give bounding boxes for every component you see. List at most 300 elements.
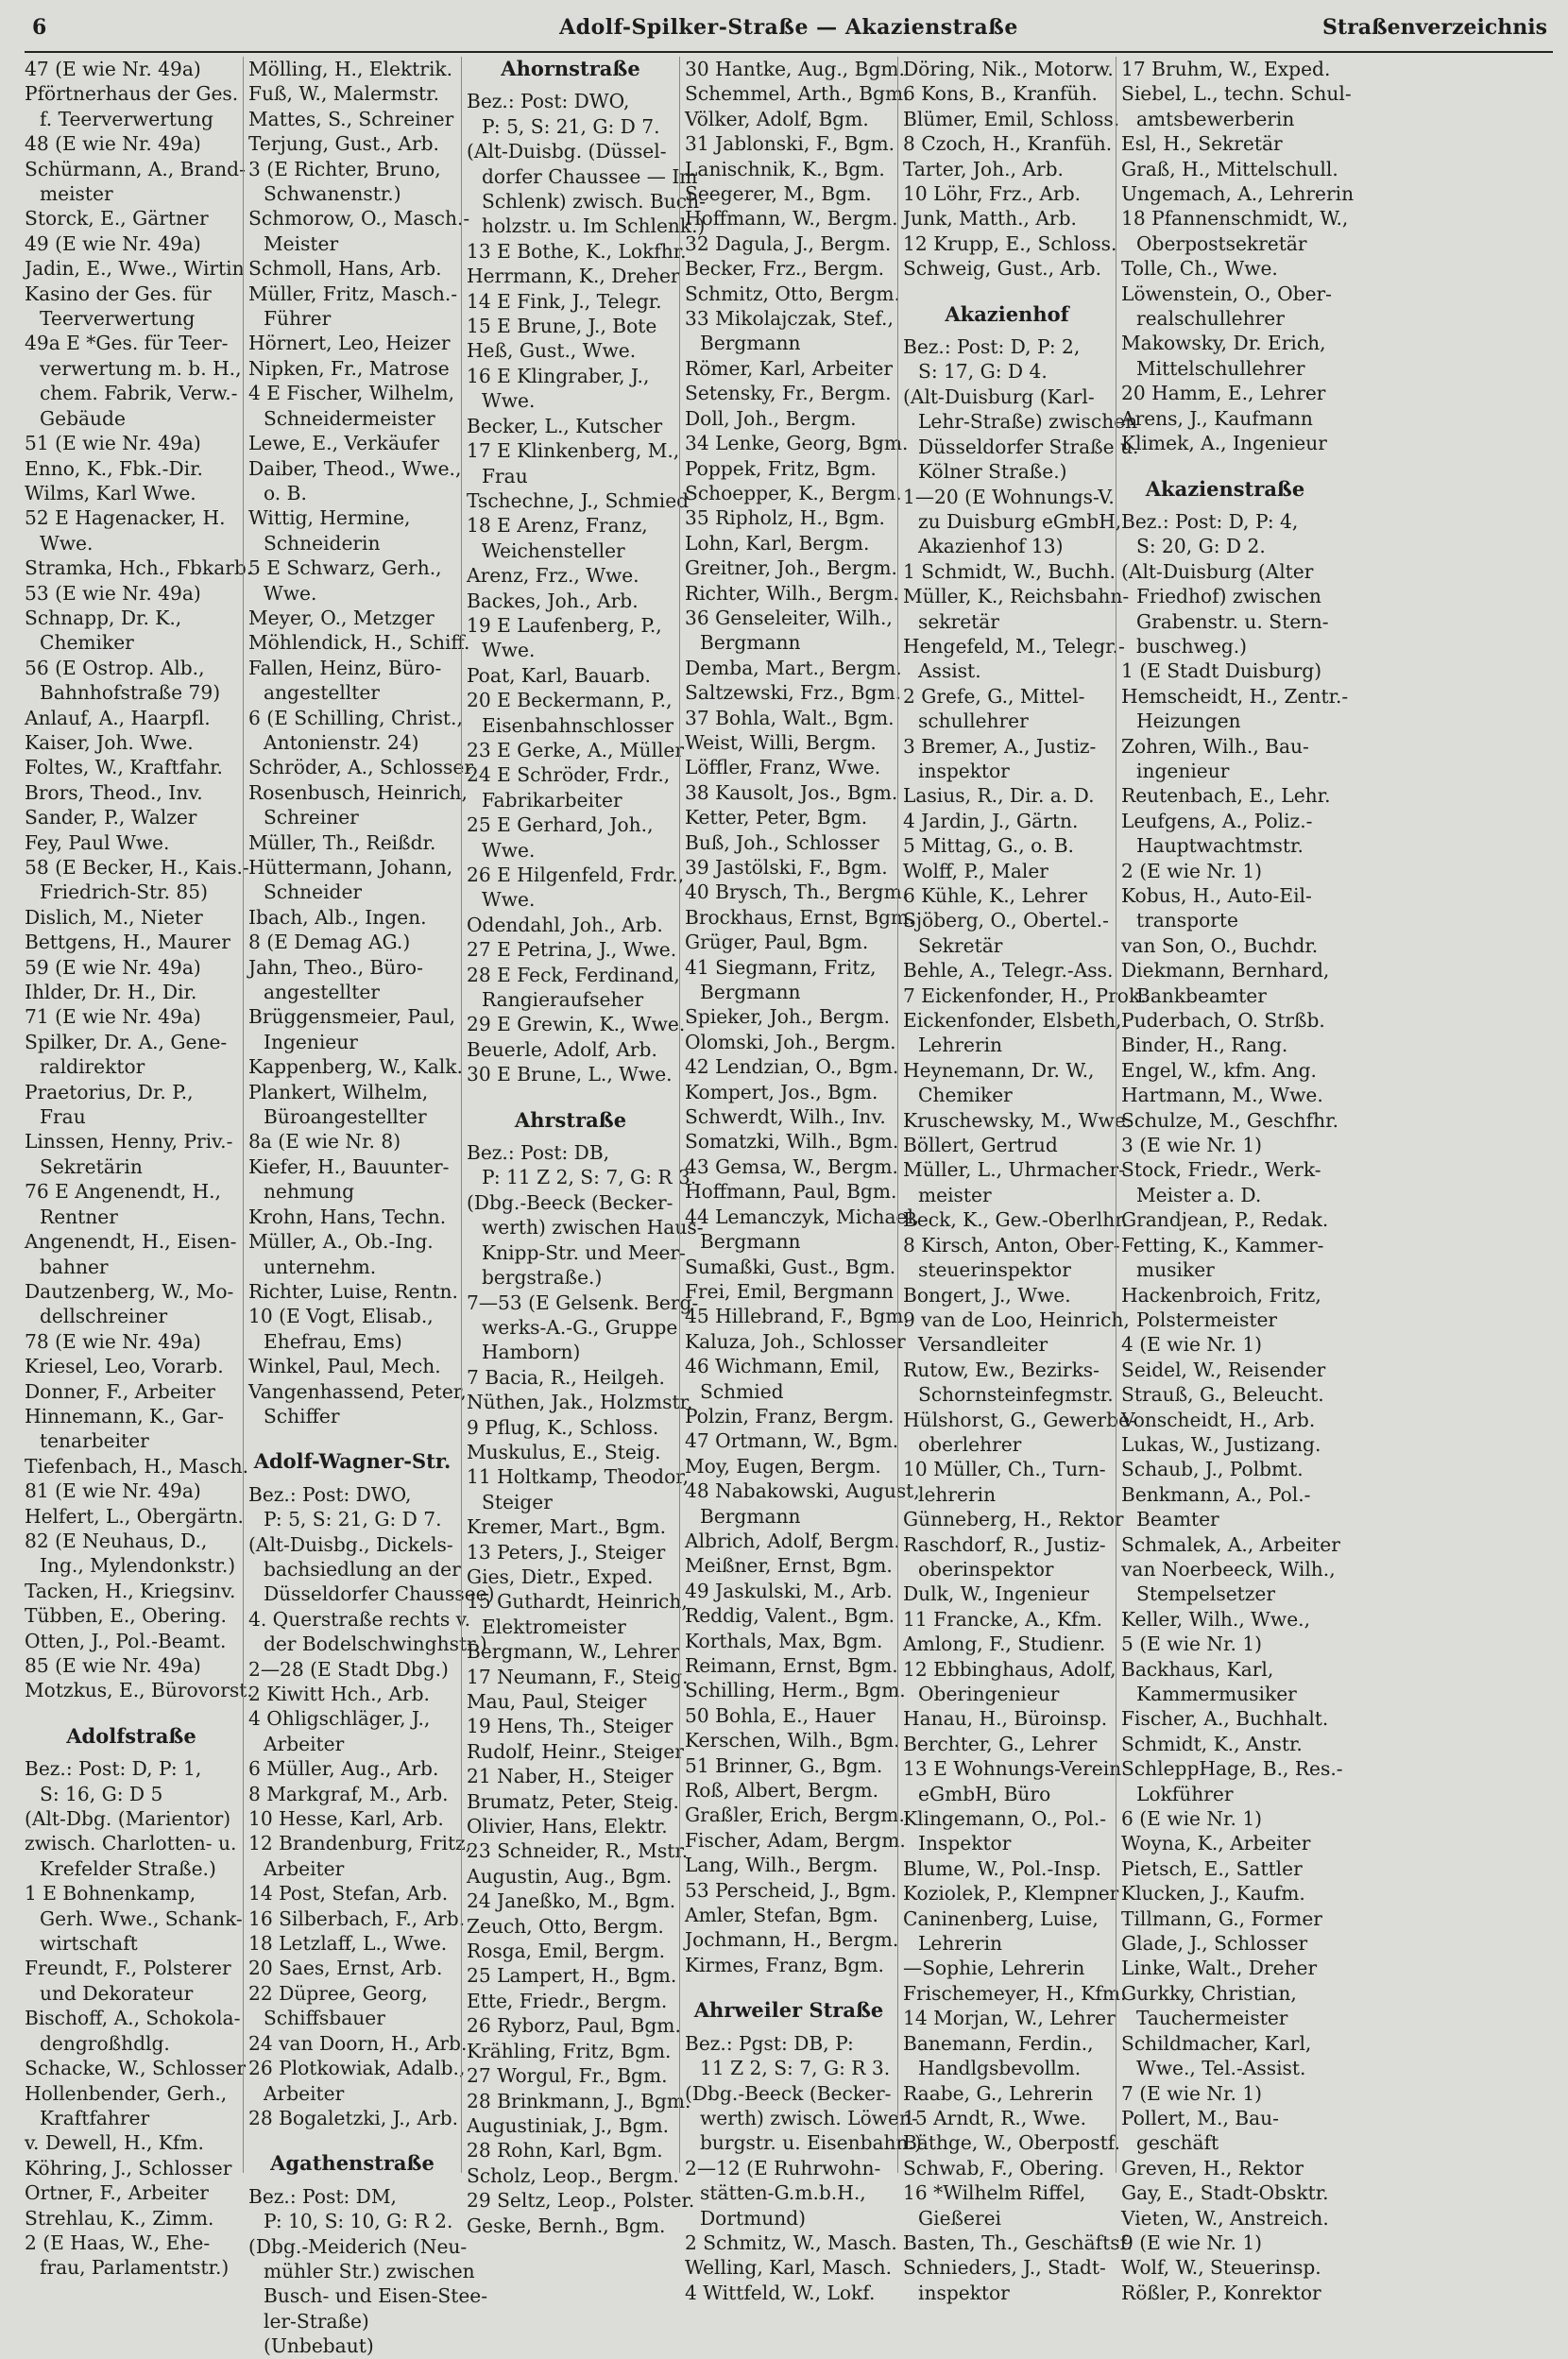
directory-line: 21 Naber, H., Steiger [467, 1765, 673, 1788]
directory-line: 6 Müller, Aug., Arb. [248, 1757, 439, 1781]
running-title: Adolf-Spilker-Straße — Akazienstraße [559, 15, 1018, 40]
directory-line: 18 Letzlaff, L., Wwe. [248, 1932, 448, 1956]
directory-line: Spilker, Dr. A., Gene- [25, 1030, 228, 1053]
directory-line: Hoffmann, W., Bergm. [685, 207, 898, 231]
directory-line: Raabe, G., Lehrerin [903, 2081, 1094, 2105]
directory-line: 51 (E wie Nr. 49a) [25, 432, 201, 455]
directory-line: Hemscheidt, H., Zentr.- [1121, 684, 1349, 708]
street-heading: Akazienstraße [1145, 476, 1305, 501]
directory-line: Dautzenberg, W., Mo- [25, 1279, 234, 1303]
directory-line: 7 (E wie Nr. 1) [1121, 2081, 1263, 2105]
directory-line: Kompert, Jos., Bgm. [685, 1080, 878, 1103]
directory-line: 14 E Fink, J., Telegr. [467, 289, 662, 313]
directory-line: ingenieur [1136, 759, 1230, 782]
directory-line: Kirmes, Franz, Bgm. [685, 1953, 884, 1976]
directory-line: 1 Schmidt, W., Buchh. [903, 559, 1116, 583]
directory-line: 85 (E wie Nr. 49a) [25, 1654, 201, 1677]
directory-line: Beamter [1136, 1508, 1219, 1531]
directory-line: Wwe. [482, 389, 536, 413]
street-heading: Ahrweiler Straße [693, 1998, 884, 2023]
directory-line: Pollert, M., Bau- [1121, 2106, 1279, 2129]
directory-line: Schmorow, O., Masch.- [248, 207, 470, 231]
directory-line: Bez.: Post: D, P: 1, [25, 1757, 202, 1781]
directory-line: Weichensteller [482, 538, 625, 562]
directory-line: Binder, H., Rang. [1121, 1034, 1288, 1057]
directory-line: Heizungen [1136, 709, 1241, 733]
directory-line: Friedrich-Str. 85) [40, 880, 208, 904]
directory-line: Esl, H., Sekretär [1121, 132, 1283, 156]
directory-line: inspektor [918, 759, 1010, 782]
directory-line: 47 Ortmann, W., Bgm. [685, 1429, 899, 1453]
directory-line: amtsbewerberin [1136, 107, 1295, 130]
directory-line: Demba, Mart., Bergm. [685, 656, 902, 679]
directory-line: 28 Bogaletzki, J., Arb. [248, 2106, 459, 2129]
directory-line: Grandjean, P., Redak. [1121, 1208, 1329, 1232]
directory-line: Ehefrau, Ems) [264, 1329, 402, 1353]
directory-line: Lasius, R., Dir. a. D. [903, 784, 1095, 808]
directory-line: 16 E Klingraber, J., [467, 364, 650, 387]
directory-line: 36 Genseleiter, Wilh., [685, 606, 893, 629]
directory-line: Völker, Adolf, Bgm. [685, 107, 869, 130]
directory-line: Odendahl, Joh., Arb. [467, 913, 663, 936]
directory-line: Frau [482, 464, 528, 487]
directory-line: Ihlder, Dr. H., Dir. [25, 981, 197, 1004]
directory-line: Bez.: Post: DM, [248, 2184, 397, 2208]
column-6 [1116, 57, 1355, 2304]
directory-line: Hüttermann, Johann, [248, 856, 453, 879]
directory-line: S: 17, G: D 4. [918, 360, 1048, 384]
directory-line: Richter, Luise, Rentn. [248, 1279, 458, 1303]
directory-line: oberinspektor [918, 1557, 1054, 1581]
directory-line: Elektromeister [482, 1615, 626, 1638]
directory-line: Raschdorf, R., Justiz- [903, 1532, 1106, 1556]
directory-line: Krähling, Fritz, Bgm. [467, 2039, 672, 2062]
directory-line: Meyer, O., Metzger [248, 606, 435, 629]
directory-line: 28 Brinkmann, J., Bgm. [467, 2089, 691, 2112]
directory-line: und Dekorateur [40, 1981, 194, 2005]
directory-line: Düsseldorfer Straße u. [918, 435, 1139, 458]
directory-line: Benkmann, A., Pol.- [1121, 1482, 1311, 1506]
directory-line: mühler Str.) zwischen [264, 2259, 475, 2282]
directory-line: Schulze, M., Geschfhr. [1121, 1108, 1338, 1132]
directory-line: dellschreiner [40, 1305, 168, 1328]
directory-line: 18 Pfannenschmidt, W., [1121, 207, 1349, 231]
directory-line: Lukas, W., Justizang. [1121, 1432, 1321, 1456]
directory-line: Woyna, K., Arbeiter [1121, 1832, 1311, 1855]
directory-line: Mattes, S., Schreiner [248, 107, 454, 130]
directory-line: 6 (E Schilling, Christ., [248, 706, 463, 729]
directory-line: Nipken, Fr., Matrose [248, 356, 450, 380]
directory-line: Dislich, M., Nieter [25, 905, 203, 929]
column-5 [897, 57, 1147, 2304]
directory-line: Stempelsetzer [1136, 1582, 1276, 1606]
directory-line: Schmied [700, 1379, 784, 1403]
directory-line: 31 Jablonski, F., Bgm. [685, 132, 895, 156]
directory-line: 27 Worgul, Fr., Bgm. [467, 2064, 668, 2088]
directory-line: P: 10, S: 10, G: R 2. [264, 2210, 453, 2233]
directory-line: Schreiner [264, 806, 359, 829]
directory-line: Weist, Willi, Bergm. [685, 730, 877, 754]
directory-line: raldirektor [40, 1055, 145, 1079]
directory-line: 49a E *Ges. für Teer- [25, 332, 229, 355]
directory-line: Stock, Friedr., Werk- [1121, 1158, 1321, 1182]
directory-line: Buß, Joh., Schlosser [685, 830, 879, 854]
directory-line: bahner [40, 1255, 109, 1278]
directory-line: Sekretär [918, 933, 1003, 957]
directory-line: 10 Müller, Ch., Turn- [903, 1458, 1106, 1481]
directory-line: Reddig, Valent., Bgm. [685, 1604, 895, 1628]
directory-line: 78 (E wie Nr. 49a) [25, 1329, 201, 1353]
directory-line: Geske, Bernh., Bgm. [467, 2214, 666, 2237]
directory-line: 2 Schmitz, W., Masch. [685, 2231, 897, 2254]
directory-line: Fey, Paul Wwe. [25, 830, 170, 854]
directory-line: Oberingenieur [918, 1683, 1060, 1705]
directory-line: werth) zwisch. Löwen- [700, 2106, 918, 2129]
directory-line: Müller, Fritz, Masch.- [248, 282, 458, 305]
directory-line: Pförtnerhaus der Ges. [25, 82, 239, 106]
directory-line: 7 Eickenfonder, H., Prok. [903, 983, 1147, 1007]
directory-line: Greven, H., Rektor [1121, 2156, 1304, 2180]
directory-line: Tiefenbach, H., Masch. [25, 1454, 249, 1478]
directory-line: Bischoff, A., Schokola- [25, 2007, 241, 2030]
directory-line: Linke, Walt., Dreher [1121, 1957, 1318, 1980]
directory-line: Assist. [918, 659, 981, 683]
street-heading: Adolf-Wagner-Str. [253, 1449, 452, 1474]
directory-line: Gurkky, Christian, [1121, 1981, 1297, 2005]
directory-line: Krohn, Hans, Techn. [248, 1205, 447, 1228]
directory-line: 12 Brandenburg, Fritz, [248, 1832, 472, 1855]
directory-line: Vieten, W., Anstreich. [1121, 2206, 1329, 2230]
directory-line: 27 E Petrina, J., Wwe. [467, 938, 677, 962]
directory-line: 7 Bacia, R., Heilgeh. [467, 1365, 665, 1389]
directory-line: 12 Krupp, E., Schloss. [903, 231, 1117, 255]
directory-line: Rößler, P., Konrektor [1121, 2281, 1321, 2304]
directory-line: Doll, Joh., Bergm. [685, 406, 857, 430]
directory-line: (Alt-Dbg. (Marientor) [25, 1807, 231, 1831]
directory-line: Storck, E., Gärtner [25, 207, 209, 231]
directory-line: 4 Ohligschläger, J., [248, 1707, 431, 1731]
directory-line: Krefelder Straße.) [40, 1856, 216, 1880]
directory-line: 45 Hillebrand, F., Bgm. [685, 1305, 910, 1328]
column-3 [461, 57, 706, 2237]
directory-line: 2 Kiwitt Hch., Arb. [248, 1683, 430, 1705]
directory-line: Brockhaus, Ernst, Bgm. [685, 905, 915, 929]
directory-line: Graßler, Erich, Bergm. [685, 1803, 905, 1827]
directory-line: Blümer, Emil, Schloss. [903, 107, 1120, 130]
directory-line: 17 E Klinkenberg, M., [467, 439, 680, 463]
directory-line: (Unbebaut) [264, 2334, 374, 2358]
directory-line: 25 Lampert, H., Bgm. [467, 1964, 677, 1988]
directory-line: Schoepper, K., Bergm. [685, 481, 902, 504]
directory-line: Kraftfahrer [40, 2106, 150, 2129]
directory-line: Schiffsbauer [264, 2007, 385, 2030]
directory-line: Hamborn) [482, 1341, 581, 1364]
directory-line: 2—12 (E Ruhrwohn- [685, 2156, 881, 2180]
directory-line: 50 Bohla, E., Hauer [685, 1703, 876, 1727]
directory-line: angestellter [264, 681, 380, 705]
directory-line: 30 E Brune, L., Wwe. [467, 1063, 673, 1086]
directory-line: Düsseldorfer Chaussee) [264, 1582, 495, 1606]
directory-line: Schwab, F., Obering. [903, 2156, 1105, 2180]
directory-line: Moy, Eugen, Bergm. [685, 1454, 881, 1478]
directory-line: 38 Kausolt, Jos., Bgm. [685, 780, 898, 804]
directory-line: Fischer, A., Buchhalt. [1121, 1707, 1329, 1731]
directory-line: bachsiedlung an der [264, 1557, 461, 1581]
directory-line: (Alt-Duisburg (Karl- [903, 385, 1095, 408]
directory-line: 4 Wittfeld, W., Lokf. [685, 2281, 876, 2304]
directory-line: Büroangestellter [264, 1105, 427, 1129]
directory-line: Ortner, F., Arbeiter [25, 2181, 209, 2205]
directory-line: Terjung, Gust., Arb. [248, 132, 439, 156]
directory-line: Tillmann, G., Former [1121, 1906, 1322, 1930]
directory-line: Müller, L., Uhrmacher- [903, 1158, 1126, 1182]
directory-line: 26 E Hilgenfeld, Frdr., [467, 863, 685, 886]
directory-line: Wwe. [482, 838, 536, 862]
directory-line: Stramka, Hch., Fbkarb. [25, 556, 253, 580]
directory-line: 3 (E Richter, Bruno, [248, 157, 441, 180]
directory-line: Becker, L., Kutscher [467, 414, 663, 437]
directory-line: —Sophie, Lehrerin [903, 1957, 1085, 1980]
directory-line: 24 van Doorn, H., Arb. [248, 2031, 468, 2055]
directory-line: Seidel, W., Reisender [1121, 1358, 1326, 1381]
directory-line: meister [40, 182, 113, 206]
directory-line: 12 Ebbinghaus, Adolf, [903, 1657, 1116, 1681]
directory-line: angestellter [264, 981, 380, 1004]
directory-line: 20 Saes, Ernst, Arb. [248, 1957, 443, 1980]
directory-line: Steiger [482, 1490, 553, 1513]
directory-line: Plankert, Wilhelm, [248, 1080, 429, 1103]
directory-line: musiker [1136, 1258, 1215, 1282]
directory-line: 53 Perscheid, J., Bgm. [685, 1878, 897, 1902]
directory-line: Schröder, A., Schlosser [248, 756, 473, 779]
directory-line: Günneberg, H., Rektor [903, 1508, 1124, 1531]
directory-line: 7—53 (E Gelsenk. Berg- [467, 1291, 699, 1314]
directory-line: P: 5, S: 21, G: D 7. [264, 1508, 442, 1531]
directory-line: Frischemeyer, H., Kfm. [903, 1981, 1127, 2005]
directory-line: dengroßhdlg. [40, 2031, 170, 2055]
directory-line: 25 E Gerhard, Joh., [467, 813, 654, 837]
directory-line: chem. Fabrik, Verw.- [40, 382, 238, 405]
directory-line: Greitner, Joh., Bergm. [685, 556, 897, 580]
directory-line: Wolff, P., Maler [903, 859, 1048, 882]
directory-line: Basten, Th., Geschäftsf. [903, 2231, 1133, 2254]
directory-line: 8 (E Demag AG.) [248, 931, 411, 954]
directory-line: Handlgsbevollm. [918, 2057, 1082, 2080]
directory-line: Schmalek, A., Arbeiter [1121, 1532, 1340, 1556]
directory-line: 20 Hamm, E., Lehrer [1121, 382, 1326, 405]
directory-line: 13 Peters, J., Steiger [467, 1540, 666, 1564]
directory-line: Kerschen, Wilh., Bgm. [685, 1729, 900, 1752]
directory-line: werth) zwischen Haus- [482, 1216, 704, 1239]
directory-line: Rosga, Emil, Bergm. [467, 1940, 666, 1963]
directory-line: 18 E Arenz, Franz, [467, 514, 648, 538]
directory-line: 9 (E wie Nr. 1) [1121, 2231, 1263, 2254]
directory-line: Meißner, Ernst, Bgm. [685, 1554, 893, 1578]
directory-line: Spieker, Joh., Bergm. [685, 1005, 891, 1029]
directory-line: Bergmann [700, 981, 801, 1004]
column-2 [243, 57, 495, 2358]
directory-line: Löwenstein, O., Ober- [1121, 282, 1333, 305]
directory-line: 58 (E Becker, H., Kais.- [25, 856, 249, 879]
directory-line: Jadin, E., Wwe., Wirtin [25, 257, 245, 281]
directory-line: S: 20, G: D 2. [1136, 535, 1266, 558]
directory-line: Banemann, Ferdin., [903, 2031, 1094, 2055]
directory-line: Grüger, Paul, Bgm. [685, 931, 869, 954]
directory-line: 48 (E wie Nr. 49a) [25, 132, 201, 156]
directory-line: Bahnhofstraße 79) [40, 681, 221, 705]
directory-line: 4. Querstraße rechts v. [248, 1607, 471, 1631]
directory-line: 2—28 (E Stadt Dbg.) [248, 1657, 449, 1681]
directory-line: 46 Wichmann, Emil, [685, 1355, 880, 1378]
directory-line: Augustiniak, J., Bgm. [467, 2113, 670, 2137]
column-1 [25, 57, 253, 2280]
directory-line: Poat, Karl, Bauarb. [467, 663, 651, 687]
directory-line: Bäthge, W., Oberpostf. [903, 2131, 1120, 2155]
directory-line: Tauchermeister [1136, 2007, 1288, 2030]
directory-line: Wwe., Tel.-Assist. [1136, 2057, 1306, 2080]
directory-line: 24 Janeßko, M., Bgm. [467, 1889, 676, 1913]
directory-line: 59 (E wie Nr. 49a) [25, 955, 201, 979]
directory-line: Dortmund) [700, 2206, 807, 2230]
directory-line: Mölling, H., Elektrik. [248, 58, 453, 80]
directory-line: SchleppHage, B., Res.- [1121, 1757, 1343, 1781]
directory-line: Richter, Wilh., Bergm. [685, 581, 899, 605]
directory-line: Fuß, W., Malermstr. [248, 82, 440, 106]
directory-line: Schnieders, J., Stadt- [903, 2256, 1106, 2280]
directory-line: 19 Hens, Th., Steiger [467, 1715, 673, 1738]
directory-line: Rutow, Ew., Bezirks- [903, 1358, 1099, 1381]
directory-line: Anlauf, A., Haarpfl. [25, 706, 211, 729]
directory-line: 20 E Beckermann, P., [467, 689, 673, 712]
directory-line: Wilms, Karl Wwe. [25, 481, 196, 504]
directory-line: Schwanenstr.) [264, 182, 401, 206]
directory-line: Bez.: Post: DWO, [467, 90, 630, 113]
directory-line: Möhlendick, H., Schiff. [248, 631, 470, 655]
directory-line: 4 (E wie Nr. 1) [1121, 1333, 1263, 1357]
directory-line: Schweig, Gust., Arb. [903, 257, 1101, 281]
directory-line: Müller, K., Reichsbahn- [903, 585, 1130, 608]
directory-line: Amler, Stefan, Bgm. [685, 1904, 878, 1927]
directory-line: Schemmel, Arth., Bgm. [685, 82, 910, 106]
directory-line: van Son, O., Buchdr. [1121, 933, 1319, 957]
directory-line: 53 (E wie Nr. 49a) [25, 581, 201, 605]
directory-line: Schneider [264, 880, 363, 904]
directory-line: inspektor [918, 2281, 1010, 2304]
directory-line: Löffler, Franz, Wwe. [685, 756, 881, 779]
directory-line: stätten-G.m.b.H., [700, 2181, 866, 2205]
directory-line: Schneidermeister [264, 406, 435, 430]
directory-line: Puderbach, O. Strßb. [1121, 1009, 1325, 1033]
directory-line: Bergmann [700, 1504, 801, 1528]
directory-line: Jochmann, H., Bergm. [685, 1928, 899, 1952]
directory-line: Vonscheidt, H., Arb. [1121, 1408, 1316, 1431]
directory-line: Sander, P., Walzer [25, 806, 197, 829]
directory-line: Heynemann, Dr. W., [903, 1058, 1095, 1082]
directory-line: Beck, K., Gew.-Oberlhr. [903, 1208, 1129, 1232]
directory-line: Motzkus, E., Bürovorst. [25, 1679, 253, 1702]
directory-line: Kiefer, H., Bauunter- [248, 1154, 450, 1178]
directory-line: Schaub, J., Polbmt. [1121, 1458, 1304, 1481]
directory-line: Klimek, A., Ingenieur [1121, 432, 1327, 455]
directory-line: Angenendt, H., Eisen- [25, 1230, 237, 1254]
directory-line: buschweg.) [1136, 634, 1248, 658]
directory-line: Gerh. Wwe., Schank- [40, 1906, 243, 1930]
directory-line: 11 Holtkamp, Theodor, [467, 1465, 690, 1489]
directory-line: Arenz, Frz., Wwe. [467, 564, 639, 588]
directory-line: Hengefeld, M., Telegr.- [903, 634, 1125, 658]
directory-line: Mau, Paul, Steiger [467, 1690, 647, 1713]
section-title: Straßenverzeichnis [1322, 15, 1547, 40]
directory-line: Zohren, Wilh., Bau- [1121, 734, 1309, 758]
directory-line: Köhring, J., Schlosser [25, 2156, 232, 2180]
directory-line: 19 E Laufenberg, P., [467, 613, 662, 637]
directory-line: 34 Lenke, Georg, Bgm. [685, 432, 909, 455]
directory-line: Sjöberg, O., Obertel.- [903, 909, 1109, 932]
directory-line: Versandleiter [918, 1333, 1048, 1357]
directory-line: werks-A.-G., Gruppe [482, 1315, 678, 1339]
directory-line: Hoffmann, Paul, Bgm. [685, 1180, 897, 1204]
directory-line: Behle, A., Telegr.-Ass. [903, 959, 1114, 983]
directory-line: Winkel, Paul, Mech. [248, 1355, 441, 1378]
directory-line: Saltzewski, Frz., Bgm. [685, 681, 902, 705]
directory-line: 5 E Schwarz, Gerh., [248, 556, 442, 580]
directory-line: 11 Z 2, S: 7, G: R 3. [700, 2057, 891, 2080]
directory-line: Schürmann, A., Brand- [25, 157, 246, 180]
directory-line: realschullehrer [1136, 307, 1285, 331]
page-number: 6 [32, 15, 47, 40]
directory-line: 71 (E wie Nr. 49a) [25, 1005, 201, 1029]
directory-line: 2 Grefe, G., Mittel- [903, 684, 1085, 708]
directory-line: Hauptwachtmstr. [1136, 834, 1304, 858]
directory-line: 10 (E Vogt, Elisab., [248, 1305, 434, 1328]
directory-line: Herrmann, K., Dreher [467, 265, 680, 288]
directory-line: Becker, Frz., Bergm. [685, 257, 884, 281]
directory-line: Hülshorst, G., Gewerbe- [903, 1408, 1136, 1431]
directory-line: Linssen, Henny, Priv.- [25, 1130, 233, 1154]
directory-line: 44 Lemanczyk, Michael, [685, 1205, 920, 1228]
directory-line: Schlenk) zwisch. Buch- [482, 190, 706, 214]
directory-line: Brumatz, Peter, Steig. [467, 1789, 679, 1813]
directory-line: 82 (E Neuhaus, D., [25, 1529, 208, 1552]
directory-line: Caninenberg, Luise, [903, 1906, 1099, 1930]
directory-line: Kobus, H., Auto-Eil- [1121, 884, 1312, 907]
directory-line: Böllert, Gertrud [903, 1134, 1058, 1157]
directory-line: Zeuch, Otto, Bergm. [467, 1914, 664, 1938]
street-heading: Adolfstraße [66, 1723, 196, 1748]
directory-line: 29 E Grewin, K., Wwe. [467, 1013, 686, 1036]
directory-line: 5 Mittag, G., o. B. [903, 834, 1074, 858]
directory-line: Scholz, Leop., Bergm. [467, 2163, 679, 2187]
directory-line: Hollenbender, Gerh., [25, 2081, 228, 2105]
directory-line: Chemiker [918, 1084, 1013, 1107]
directory-line: holzstr. u. Im Schlenk.) [482, 214, 706, 238]
directory-line: 10 Hesse, Karl, Arb. [248, 1807, 444, 1831]
directory-line: Eickenfonder, Elsbeth, [903, 1009, 1122, 1033]
directory-line: Klingemann, O., Pol.- [903, 1807, 1107, 1831]
directory-line: Daiber, Theod., Wwe., [248, 456, 462, 480]
directory-line: 16 Silberbach, F., Arb. [248, 1906, 466, 1930]
directory-line: Polstermeister [1136, 1308, 1278, 1331]
directory-line: (Dbg.-Meiderich (Neu- [248, 2234, 468, 2258]
directory-line: lehrerin [918, 1482, 997, 1506]
directory-line: Vangenhassend, Peter, [248, 1379, 467, 1403]
directory-line: 24 E Schröder, Frdr., [467, 763, 671, 787]
directory-line: transporte [1136, 909, 1238, 932]
directory-line: frau, Parlamentstr.) [40, 2256, 230, 2280]
directory-line: 35 Ripholz, H., Bgm. [685, 506, 885, 530]
directory-line: Kammermusiker [1136, 1683, 1297, 1705]
directory-line: nehmung [264, 1180, 355, 1204]
